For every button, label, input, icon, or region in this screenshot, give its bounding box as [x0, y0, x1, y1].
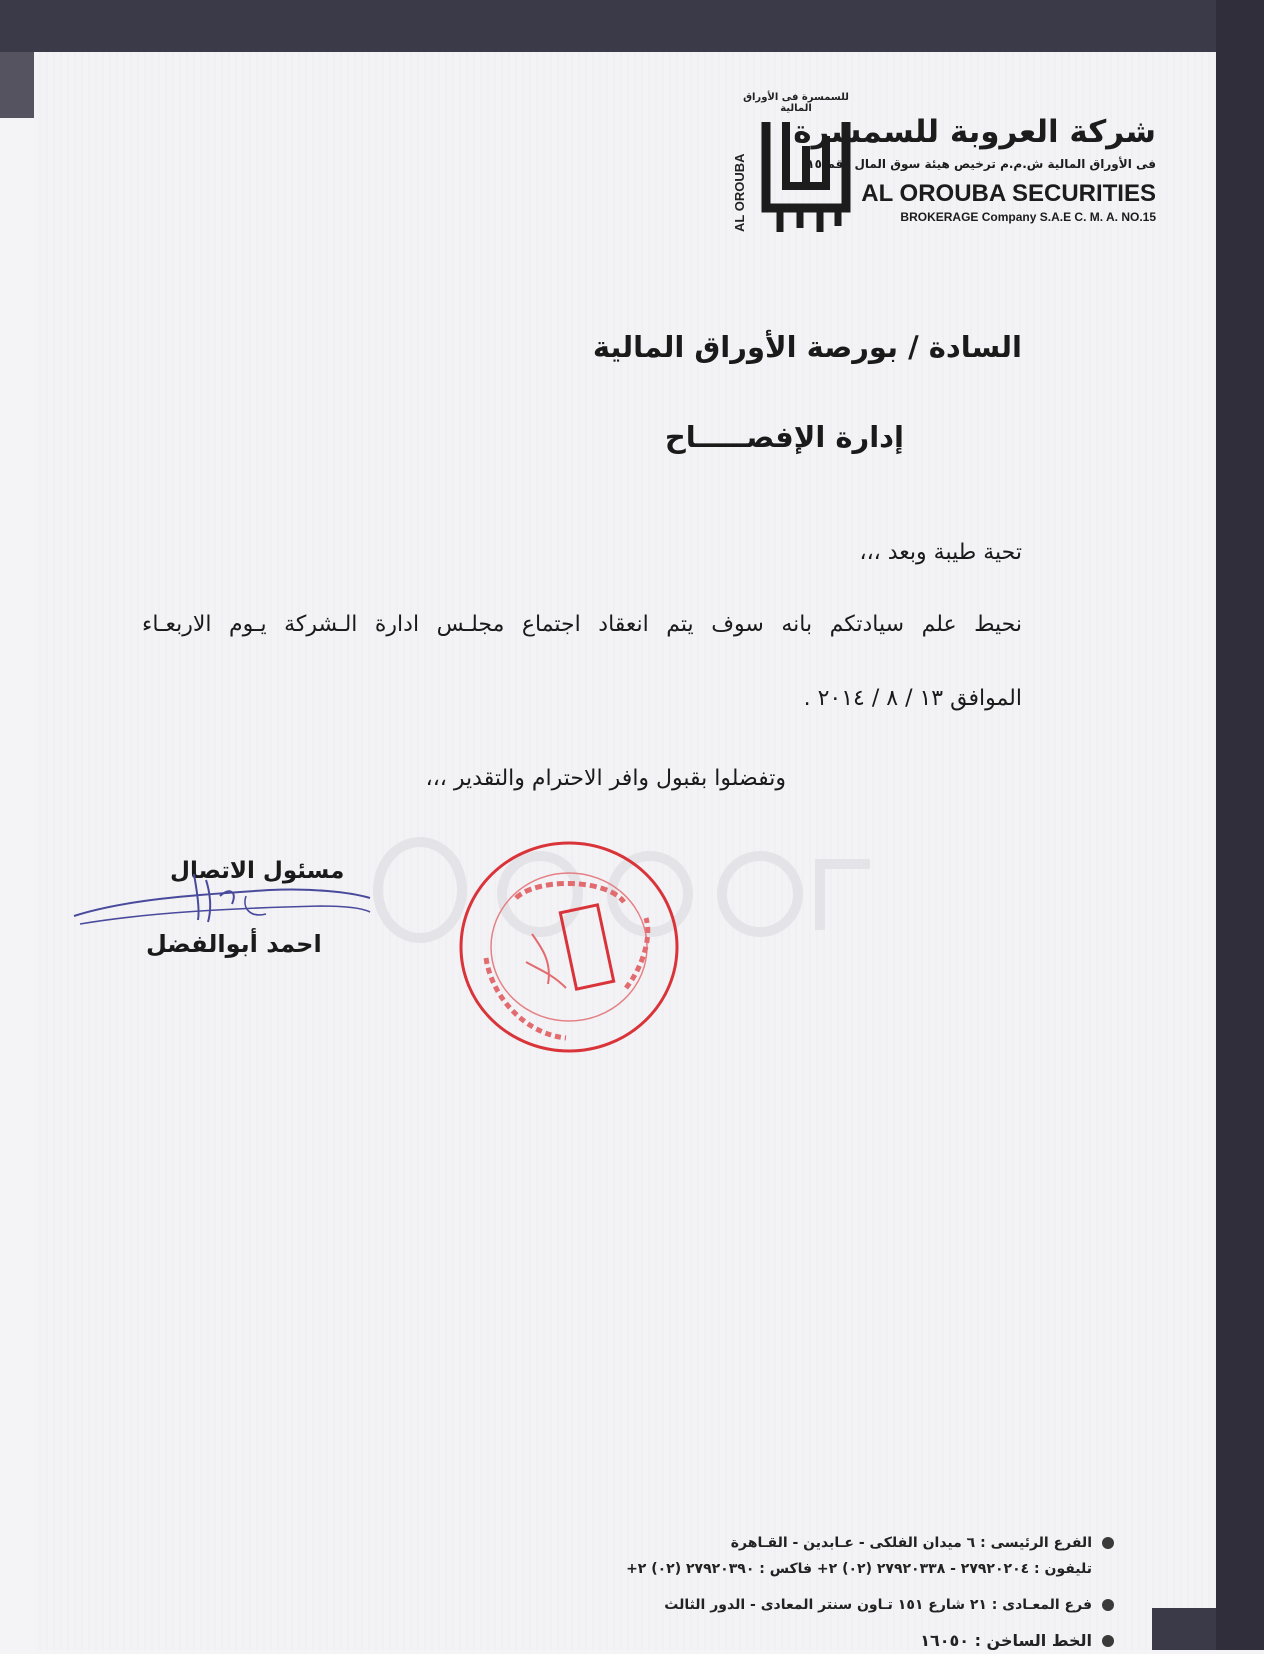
signatory-title: مسئول الاتصال — [170, 858, 345, 884]
bullet-icon — [1102, 1537, 1114, 1549]
footer-main-branch-text: الفرع الرئيسى : ٦ ميدان الفلكى - عـابدين - القـاهرة — [730, 1535, 1092, 1551]
logo-tagline-ar: للسمسرة فى الأوراق المالية — [743, 92, 849, 114]
footer-main-branch — [654, 1530, 1114, 1556]
letter-department: إدارة الإفصـــــاح — [664, 420, 904, 454]
bullet-icon — [1102, 1635, 1114, 1647]
handwritten-signature — [70, 868, 376, 938]
scan-border-top — [0, 0, 1264, 52]
footer-maadi-branch-text: فرع المعـادى : ٢١ شارع ١٥١ تـاون سنتر المعادى - الدور الثالث — [664, 1597, 1092, 1613]
letter-body-line-1: نحيط علم سيادتكم بانه سوف يتم انعقاد اجتماع مجلـس ادارة الـشركة يـوم الاربعـاء — [142, 612, 1022, 637]
scan-corner-mark — [1152, 1608, 1216, 1650]
company-letterhead — [728, 92, 1156, 242]
scan-edge-mark — [0, 52, 34, 118]
signatory-name: احمد أبوالفضل — [146, 930, 322, 958]
footer-hotline-text: الخط الساخن : ١٦٠٥٠ — [920, 1631, 1092, 1650]
bullet-icon — [1102, 1599, 1114, 1611]
footer-phones-text: تليفون : ٢٧٩٢٠٢٠٤ - ٢٧٩٢٠٣٣٨ (٠٢) ٢+ فاكس : ٢٧٩٢٠٣٩٠ (٠٢) ٢+ — [626, 1561, 1092, 1577]
svg-text:AL OROUBA: AL OROUBA — [732, 153, 747, 232]
company-name-en: AL OROUBA SECURITIES — [861, 180, 1156, 207]
footer-phones — [626, 1556, 1114, 1582]
logo-side-text — [728, 122, 750, 234]
letter-footer — [626, 1530, 1114, 1654]
scan-border-right — [1216, 0, 1264, 1650]
letter-addressee: السادة / بورصة الأوراق المالية — [592, 330, 1022, 364]
company-license-en: BROKERAGE Company S.A.E C. M. A. NO.15 — [900, 210, 1156, 224]
company-license-ar: فى الأوراق المالية ش.م.م ترخيص هيئة سوق المال رقم ١٥ — [807, 157, 1156, 171]
footer-hotline — [654, 1628, 1114, 1654]
footer-maadi-branch — [654, 1592, 1114, 1618]
letter-closing: وتفضلوا بقبول وافر الاحترام والتقدير ،،، — [425, 766, 786, 791]
letter-body-line-2: الموافق ١٣ / ٨ / ٢٠١٤ . — [803, 686, 1022, 711]
company-name-ar: شركة العروبة للسمسرة — [793, 114, 1156, 150]
letter-greeting: تحية طيبة وبعد ،،، — [859, 540, 1022, 565]
company-stamp — [456, 838, 682, 1056]
